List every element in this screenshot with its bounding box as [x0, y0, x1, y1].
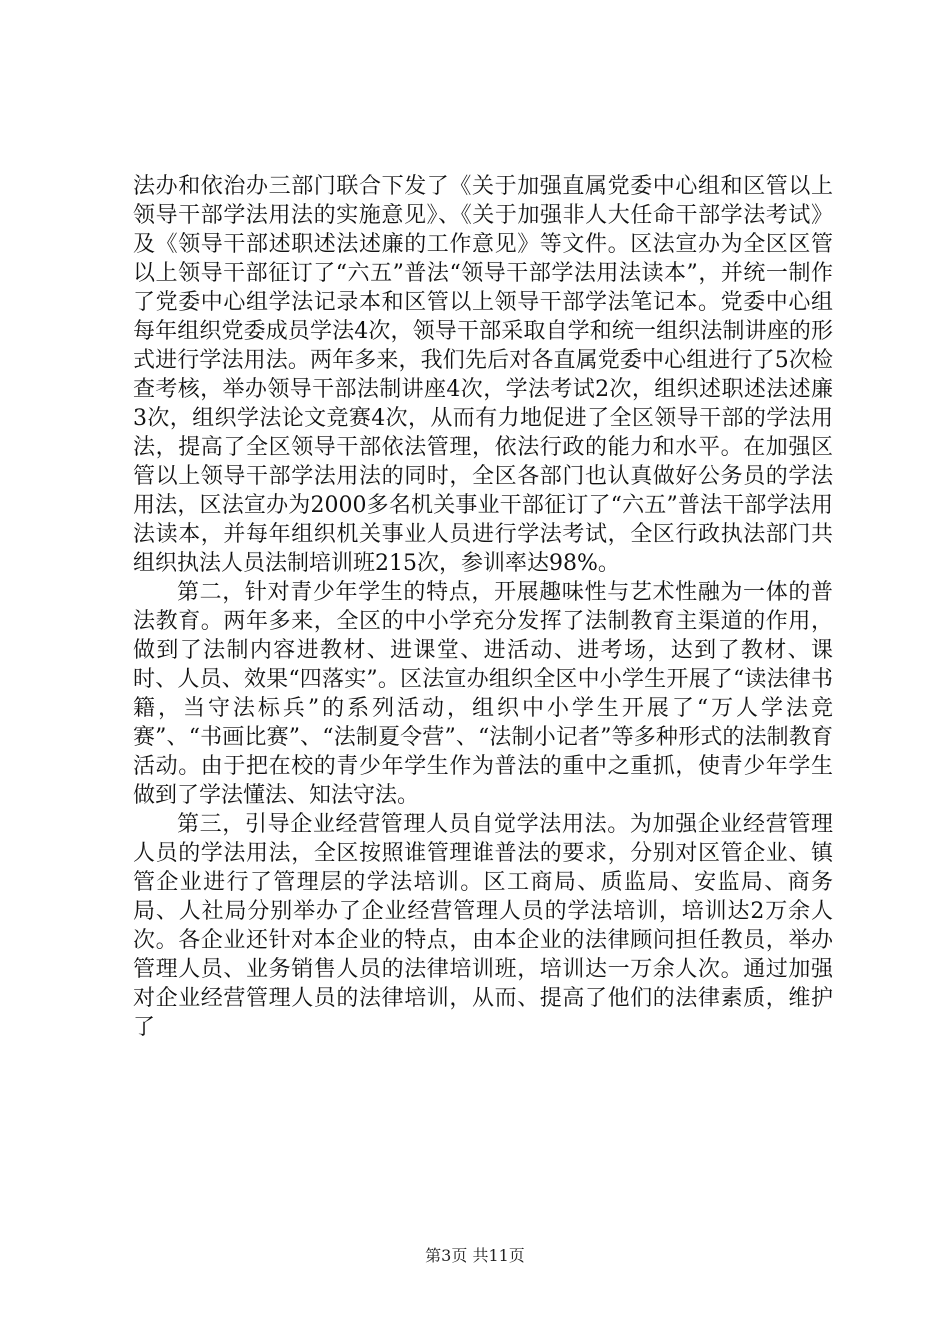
- document-body: [133, 172, 833, 1042]
- paragraph-2: 第二，针对青少年学生的特点，开展趣味性与艺术性融为一体的普法教育。两年多来，全区的中小学充分发挥了法制教育主渠道的作用，做到了法制内容进教材、进课堂、进活动、进考场，达到了教材、课时、人员、效果“四落实”。区法宣办组织全区中小学生开展了“读法律书籍，当守法标兵”的系列活动，组织中小学生开展了“万人学法竞赛”、“书画比赛”、“法制夏令营”、“法制小记者”等多种形式的法制教育活动。由于把在校的青少年学生作为普法的重中之重抓，使青少年学生做到了学法懂法、知法守法。: [133, 580, 833, 808]
- paragraph-1: 法办和依治办三部门联合下发了《关于加强直属党委中心组和区管以上领导干部学法用法的实施意见》、《关于加强非人大任命干部学法考试》及《领导干部述职述法述廉的工作意见》等文件。区法宣办为全区区管以上领导干部征订了“六五”普法“领导干部学法用法读本”，并统一制作了党委中心组学法记录本和区管以上领导干部学法笔记本。党委中心组每年组织党委成员学法4次，领导干部采取自学和统一组织法制讲座的形式进行学法用法。两年多来，我们先后对各直属党委中心组进行了5次检查考核，举办领导干部法制讲座4次，学法考试2次，组织述职述法述廉3次，组织学法论文竞赛4次，从而有力地促进了全区领导干部的学法用法，提高了全区领导干部依法管理，依法行政的能力和水平。在加强区管以上领导干部学法用法的同时，全区各部门也认真做好公务员的学法用法，区法宣办为2000多名机关事业干部征订了“六五”普法干部学法用法读本，并每年组织机关事业人员进行学法考试，全区行政执法部门共组织执法人员法制培训班215次，参训率达98%。: [133, 174, 833, 576]
- page-number-footer: 第3页 共11页: [425, 1246, 525, 1265]
- paragraph-3: 第三，引导企业经营管理人员自觉学法用法。为加强企业经营管理人员的学法用法，全区按照谁管理谁普法的要求，分别对区管企业、镇管企业进行了管理层的学法培训。区工商局、质监局、安监局、商务局、人社局分别举办了企业经营管理人员的学法培训，培训达2万余人次。各企业还针对本企业的特点，由本企业的法律顾问担任教员，举办管理人员、业务销售人员的法律培训班，培训达一万余人次。通过加强对企业经营管理人员的法律培训，从而、提高了他们的法律素质，维护了: [133, 812, 833, 1040]
